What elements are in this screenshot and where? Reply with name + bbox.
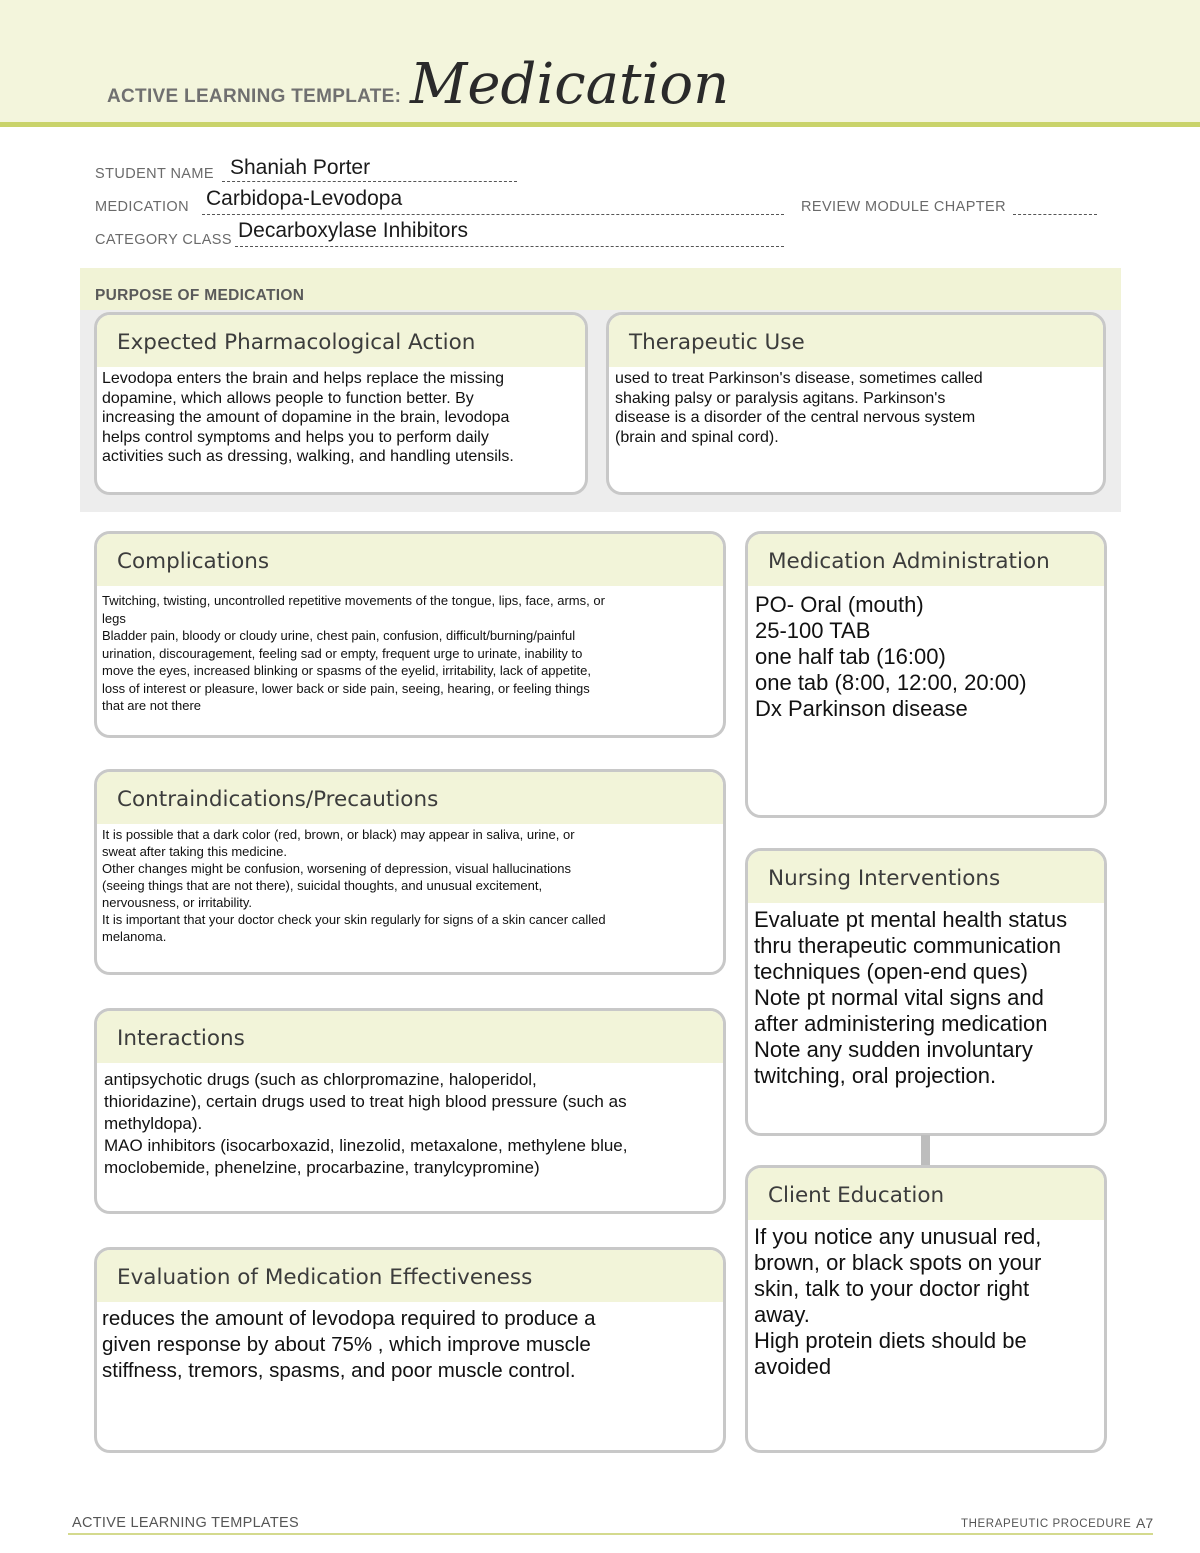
contraindications-text[interactable]: It is possible that a dark color (red, brown, or black) may appear in saliva, urine, or sweat after taking this medicine. Other changes might be confusion, worsening of depression, visual hallucinations (seeing things that are not there), suicidal thoughts, and unusual excitement, nervousness, or irritability. It is important that your doctor check your skin regularly for signs of a skin cancer called melanoma.	[102, 827, 606, 944]
footer-left-label: ACTIVE LEARNING TEMPLATES	[72, 1515, 299, 1531]
evaluation-box	[94, 1247, 726, 1453]
contraindications-title: Contraindications/Precautions	[97, 772, 723, 824]
review-module-label: REVIEW MODULE CHAPTER	[801, 199, 1006, 215]
therapeutic-use-box	[606, 312, 1106, 495]
complications-box	[94, 531, 726, 738]
expected-action-text[interactable]: Levodopa enters the brain and helps replace the missing dopamine, which allows people to function better. By increasing the amount of dopamine in the brain, levodopa helps control symptoms and helps you to perform daily activities such as dressing, walking, and handling utensils.	[102, 370, 514, 465]
client-education-title: Client Education	[748, 1168, 1104, 1220]
expected-action-box	[94, 312, 588, 495]
interactions-title: Interactions	[97, 1011, 723, 1063]
evaluation-title: Evaluation of Medication Effectiveness	[97, 1250, 723, 1302]
page-number: A7	[1136, 1515, 1154, 1531]
footer-divider	[68, 1533, 1153, 1535]
nursing-interventions-text[interactable]: Evaluate pt mental health status thru therapeutic communication techniques (open-end ques) Note pt normal vital signs and after administering medication Note any sudden involuntary twitching, oral projection.	[754, 907, 1068, 1088]
footer-right-label: THERAPEUTIC PROCEDURE	[961, 1518, 1132, 1530]
purpose-label: PURPOSE OF MEDICATION	[95, 287, 305, 304]
category-class-label: CATEGORY CLASS	[95, 232, 232, 248]
category-class-line	[235, 246, 784, 247]
contraindications-box	[94, 769, 726, 975]
therapeutic-use-title: Therapeutic Use	[609, 315, 1103, 367]
administration-box	[745, 531, 1107, 818]
complications-title: Complications	[97, 534, 723, 586]
medication-line	[202, 214, 784, 215]
page-title: Medication	[410, 52, 730, 117]
interactions-text[interactable]: antipsychotic drugs (such as chlorpromazine, haloperidol, thioridazine), certain drugs used to treat high blood pressure (such as methyldopa). MAO inhibitors (isocarboxazid, linezolid, metaxalone, methylene blue, moclobemide, phenelzine, procarbazine, tranylcypromine)	[104, 1070, 628, 1177]
client-education-box	[745, 1165, 1107, 1453]
category-class-value[interactable]: Decarboxylase Inhibitors	[238, 219, 468, 242]
template-label: ACTIVE LEARNING TEMPLATE:	[107, 86, 402, 107]
medication-value[interactable]: Carbidopa-Levodopa	[206, 187, 403, 210]
therapeutic-use-text[interactable]: used to treat Parkinson's disease, sometimes called shaking palsy or paralysis agitans. Parkinson's disease is a disorder of the central nervous system (brain and spinal cord).	[615, 370, 983, 446]
box-connector	[921, 1135, 930, 1167]
administration-title: Medication Administration	[748, 534, 1104, 586]
interactions-box	[94, 1008, 726, 1214]
student-name-value[interactable]: Shaniah Porter	[230, 156, 371, 179]
expected-action-title: Expected Pharmacological Action	[97, 315, 585, 367]
review-module-line[interactable]	[1013, 214, 1097, 215]
student-name-line	[222, 181, 517, 182]
student-name-label: STUDENT NAME	[95, 166, 214, 182]
complications-text[interactable]: Twitching, twisting, uncontrolled repetitive movements of the tongue, lips, face, arms, or legs Bladder pain, bloody or cloudy urine, chest pain, confusion, difficult/burning/painful urination, discouragement, feeling sad or empty, frequent urge to urinate, inability to move the eyes, increased blinking or spasms of the eyelid, irritability, lack of appetite, loss of interest or pleasure, lower back or side pain, seeing, hearing, or feeling things that are not there	[102, 593, 605, 713]
header-divider	[0, 122, 1200, 127]
client-education-text[interactable]: If you notice any unusual red, brown, or black spots on your skin, talk to your doctor right away. High protein diets should be avoided	[754, 1224, 1042, 1379]
medication-label: MEDICATION	[95, 199, 189, 215]
nursing-interventions-title: Nursing Interventions	[748, 851, 1104, 903]
nursing-interventions-box	[745, 848, 1107, 1136]
administration-text[interactable]: PO- Oral (mouth) 25-100 TAB one half tab (16:00) one tab (8:00, 12:00, 20:00) Dx Parkinson disease	[755, 592, 1027, 721]
evaluation-text[interactable]: reduces the amount of levodopa required to produce a given response by about 75% , which improve muscle stiffness, tremors, spasms, and poor muscle control.	[102, 1307, 596, 1382]
